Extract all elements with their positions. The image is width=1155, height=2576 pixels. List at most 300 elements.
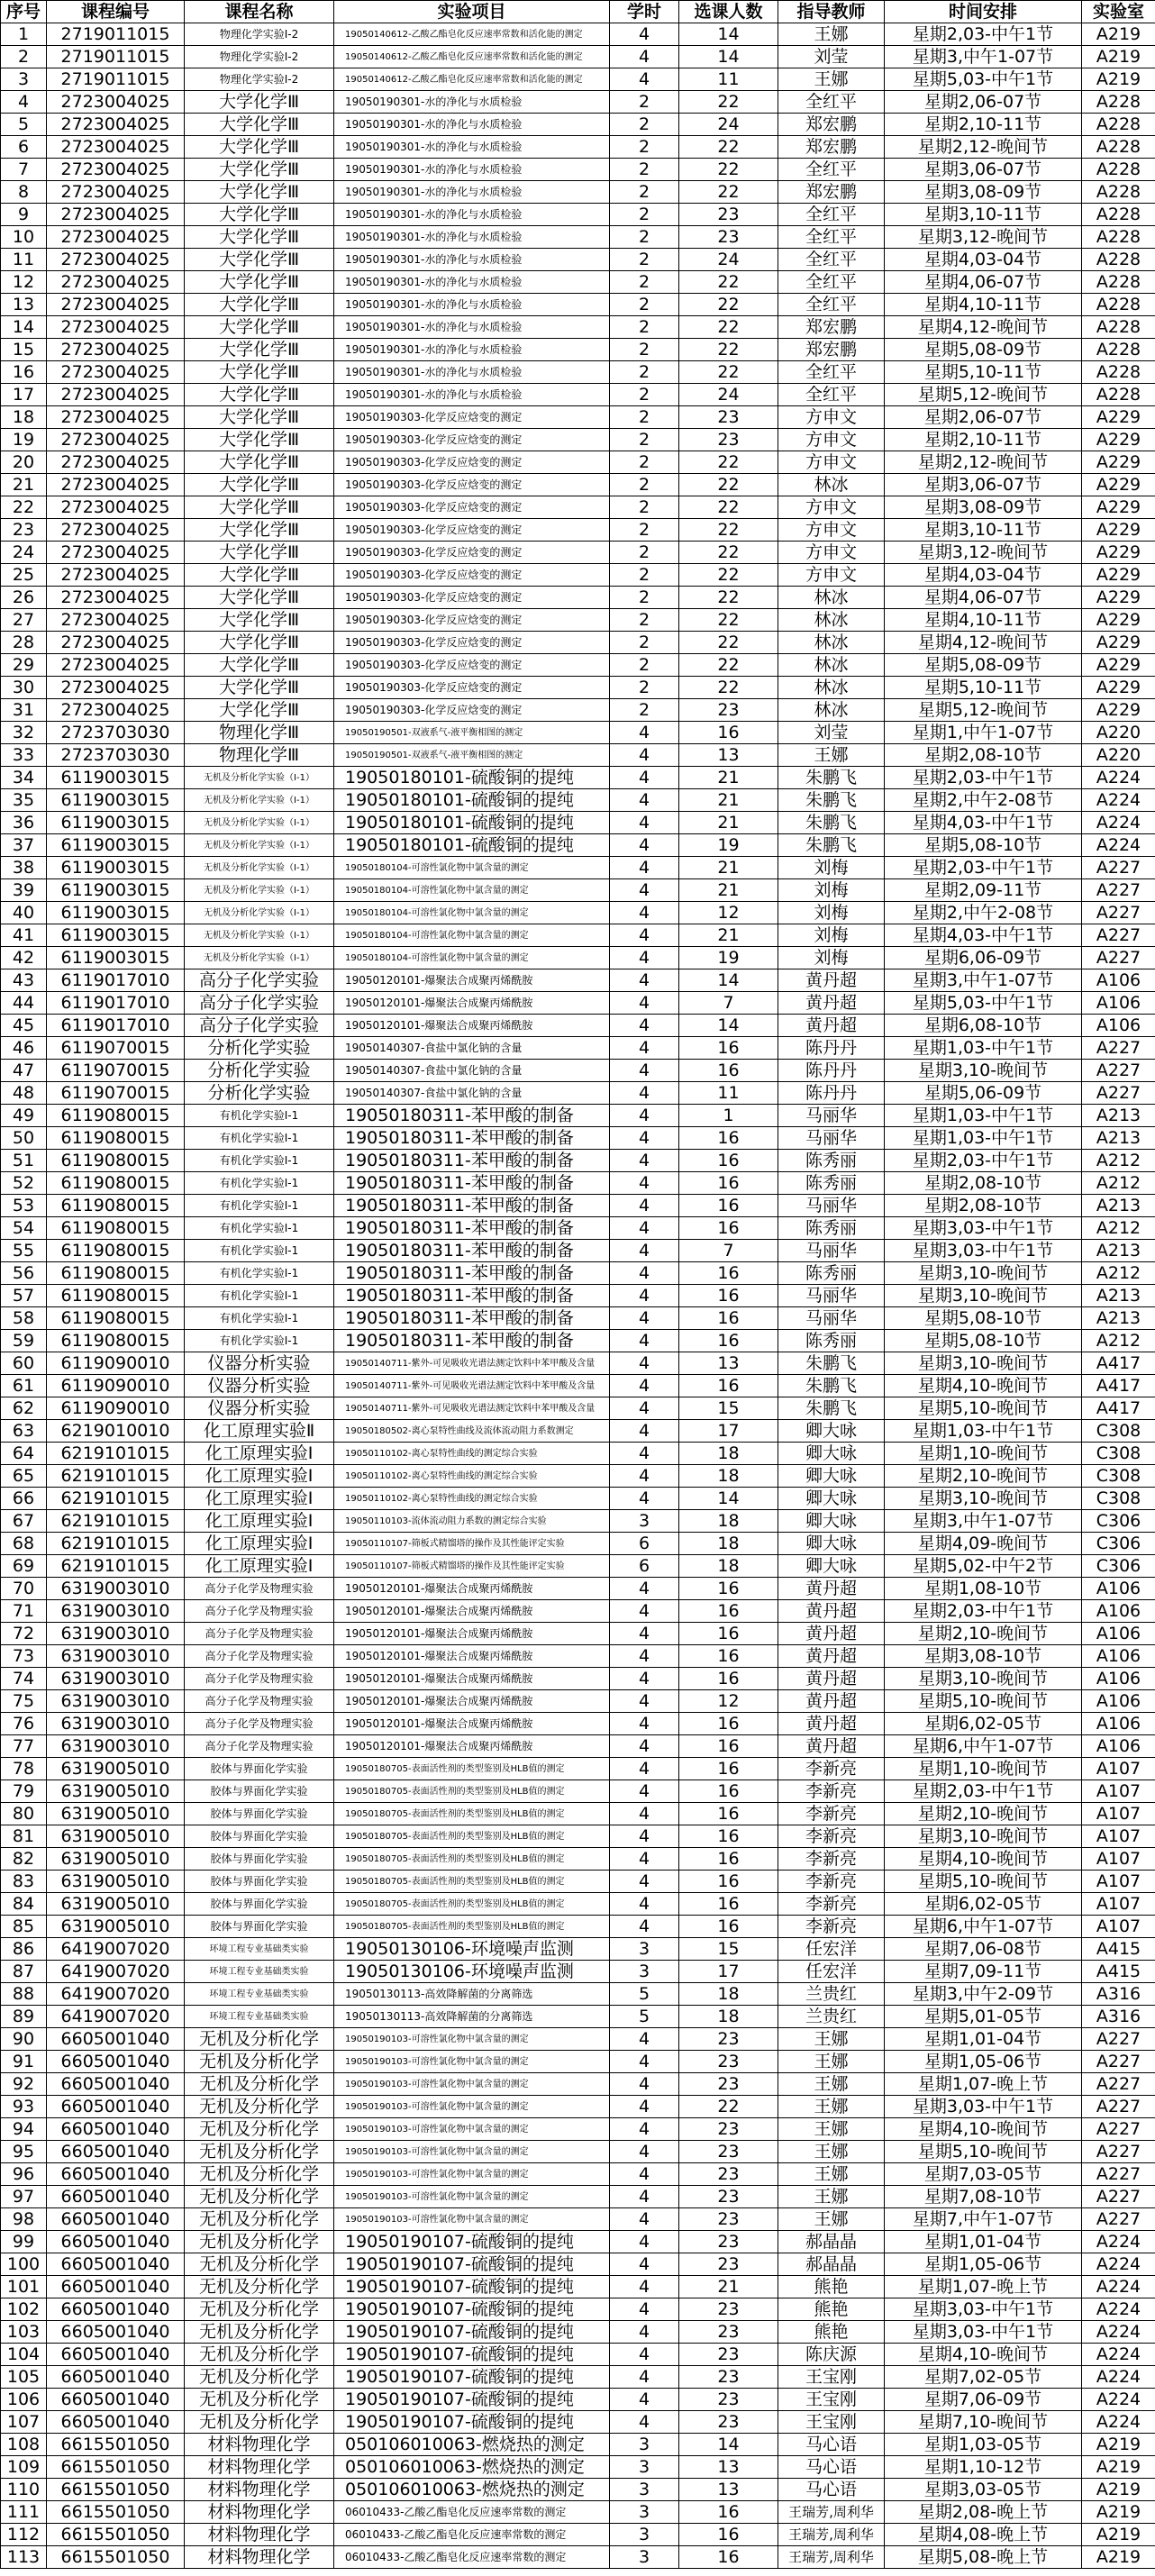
course-name-cell: 材料物理化学 [185,2479,334,2501]
lab-cell: A219 [1082,68,1155,91]
table-row [1,2141,1155,2163]
enrollment-cell: 23 [679,2163,778,2186]
seq-cell: 98 [1,2208,47,2231]
hours-cell: 4 [610,1375,679,1397]
course-name-cell: 胶体与界面化学实验 [185,1893,334,1916]
teacher-cell: 卿大咏 [778,1488,885,1510]
table-row [1,1015,1155,1037]
lab-cell: A229 [1082,632,1155,654]
experiment-cell: 19050180104-可溶性氯化物中氯含量的测定 [334,879,610,902]
teacher-cell: 黄丹超 [778,969,885,992]
schedule-cell: 星期5,08-10节 [885,1330,1082,1352]
course-code-cell: 6219101015 [47,1443,185,1465]
hours-cell: 4 [610,2118,679,2141]
enrollment-cell: 16 [679,1871,778,1893]
teacher-cell: 刘梅 [778,947,885,969]
enrollment-cell: 17 [679,1961,778,1983]
seq-cell: 87 [1,1961,47,1983]
teacher-cell: 方申文 [778,406,885,429]
hours-cell: 2 [610,136,679,159]
experiment-cell: 06010433-乙酸乙酯皂化反应速率常数的测定 [334,2501,610,2524]
hours-cell: 5 [610,1983,679,2006]
teacher-cell: 熊艳 [778,2298,885,2321]
table-row [1,587,1155,609]
lab-cell: A227 [1082,947,1155,969]
seq-cell: 93 [1,2096,47,2118]
course-name-cell: 无机及分析化学 [185,2208,334,2231]
course-name-cell: 大学化学Ⅲ [185,429,334,451]
lab-cell: A227 [1082,2118,1155,2141]
course-name-cell: 大学化学Ⅲ [185,384,334,406]
course-code-cell: 6319003010 [47,1713,185,1735]
hours-cell: 3 [610,1510,679,1533]
experiment-cell: 19050190303-化学反应焓变的测定 [334,654,610,677]
header-lab: 实验室 [1082,1,1155,23]
hours-cell: 4 [610,924,679,947]
experiment-cell: 06010433-乙酸乙酯皂化反应速率常数的测定 [334,2546,610,2569]
hours-cell: 2 [610,249,679,271]
course-code-cell: 2723004025 [47,406,185,429]
hours-cell: 3 [610,2501,679,2524]
teacher-cell: 黄丹超 [778,1578,885,1600]
lab-cell: A213 [1082,1307,1155,1330]
course-code-cell: 2723703030 [47,744,185,767]
enrollment-cell: 16 [679,1307,778,1330]
seq-cell: 86 [1,1938,47,1961]
teacher-cell: 方申文 [778,519,885,542]
hours-cell: 2 [610,271,679,294]
course-name-cell: 大学化学Ⅲ [185,136,334,159]
hours-cell: 4 [610,1060,679,1082]
enrollment-cell: 14 [679,1488,778,1510]
course-name-cell: 大学化学Ⅲ [185,294,334,316]
lab-cell: A107 [1082,1893,1155,1916]
seq-cell: 96 [1,2163,47,2186]
teacher-cell: 陈秀丽 [778,1330,885,1352]
seq-cell: 84 [1,1893,47,1916]
hours-cell: 4 [610,879,679,902]
enrollment-cell: 21 [679,879,778,902]
lab-cell: A228 [1082,136,1155,159]
course-code-cell: 2723004025 [47,564,185,587]
experiment-cell: 19050120101-爆聚法合成聚丙烯酰胺 [334,1713,610,1735]
enrollment-cell: 22 [679,181,778,204]
course-name-cell: 无机及分析化学 [185,2118,334,2141]
enrollment-cell: 23 [679,2051,778,2073]
lab-cell: A106 [1082,1015,1155,1037]
course-code-cell: 6119080015 [47,1217,185,1240]
course-name-cell: 大学化学Ⅲ [185,406,334,429]
course-name-cell: 无机及分析化学 [185,2096,334,2118]
table-row [1,1465,1155,1488]
experiment-cell: 19050120101-爆聚法合成聚丙烯酰胺 [334,992,610,1015]
experiment-cell: 19050140612-乙酸乙酯皂化反应速率常数和活化能的测定 [334,46,610,68]
lab-cell: A227 [1082,2141,1155,2163]
enrollment-cell: 21 [679,2276,778,2298]
hours-cell: 4 [610,1645,679,1668]
schedule-cell: 星期3,08-09节 [885,496,1082,519]
table-row [1,1623,1155,1645]
course-name-cell: 化工原理实验Ⅰ [185,1555,334,1578]
lab-cell: A224 [1082,2389,1155,2411]
experiment-cell: 19050190303-化学反应焓变的测定 [334,429,610,451]
course-name-cell: 物理化学实验Ⅰ-2 [185,68,334,91]
course-code-cell: 2723004025 [47,496,185,519]
teacher-cell: 卿大咏 [778,1510,885,1533]
seq-cell: 10 [1,226,47,249]
teacher-cell: 马丽华 [778,1195,885,1217]
seq-cell: 94 [1,2118,47,2141]
lab-cell: A219 [1082,23,1155,46]
enrollment-cell: 22 [679,159,778,181]
teacher-cell: 卿大咏 [778,1465,885,1488]
teacher-cell: 郑宏鹏 [778,316,885,339]
experiment-cell: 19050180705-表面活性剂的类型鉴别及HLB值的测定 [334,1871,610,1893]
teacher-cell: 黄丹超 [778,1015,885,1037]
teacher-cell: 卿大咏 [778,1555,885,1578]
schedule-cell: 星期5,08-10节 [885,834,1082,857]
course-name-cell: 材料物理化学 [185,2501,334,2524]
experiment-cell: 19050180311-苯甲酸的制备 [334,1172,610,1195]
course-code-cell: 6119003015 [47,947,185,969]
teacher-cell: 黄丹超 [778,1690,885,1713]
hours-cell: 2 [610,451,679,474]
seq-cell: 36 [1,812,47,834]
schedule-cell: 星期5,10-晚间节 [885,2141,1082,2163]
table-row [1,1307,1155,1330]
teacher-cell: 全红平 [778,91,885,114]
hours-cell: 2 [610,519,679,542]
schedule-cell: 星期3,10-晚间节 [885,1668,1082,1690]
enrollment-cell: 13 [679,1352,778,1375]
course-code-cell: 6419007020 [47,1983,185,2006]
lab-cell: A224 [1082,2321,1155,2344]
seq-cell: 89 [1,2006,47,2028]
lab-cell: A213 [1082,1285,1155,1307]
course-name-cell: 大学化学Ⅲ [185,564,334,587]
course-name-cell: 大学化学Ⅲ [185,587,334,609]
table-row [1,1488,1155,1510]
enrollment-cell: 16 [679,1037,778,1060]
experiment-cell: 19050180104-可溶性氯化物中氯含量的测定 [334,947,610,969]
teacher-cell: 李新亮 [778,1825,885,1848]
seq-cell: 2 [1,46,47,68]
lab-cell: C308 [1082,1488,1155,1510]
course-code-cell: 2723004025 [47,159,185,181]
enrollment-cell: 16 [679,722,778,744]
table-row [1,361,1155,384]
schedule-cell: 星期2,08-10节 [885,744,1082,767]
experiment-cell: 19050190107-硫酸铜的提纯 [334,2389,610,2411]
course-code-cell: 6119003015 [47,902,185,924]
hours-cell: 4 [610,744,679,767]
hours-cell: 2 [610,699,679,722]
enrollment-cell: 13 [679,2479,778,2501]
teacher-cell: 王娜 [778,2096,885,2118]
lab-cell: A220 [1082,744,1155,767]
seq-cell: 76 [1,1713,47,1735]
schedule-cell: 星期2,10-晚间节 [885,1803,1082,1825]
course-name-cell: 仪器分析实验 [185,1352,334,1375]
course-name-cell: 材料物理化学 [185,2434,334,2456]
schedule-cell: 星期4,10-11节 [885,609,1082,632]
hours-cell: 4 [610,68,679,91]
experiment-cell: 19050180101-硫酸铜的提纯 [334,812,610,834]
course-name-cell: 化工原理实验Ⅰ [185,1443,334,1465]
table-row [1,1240,1155,1262]
enrollment-cell: 24 [679,384,778,406]
course-name-cell: 环境工程专业基础类实验 [185,1983,334,2006]
seq-cell: 24 [1,542,47,564]
seq-cell: 65 [1,1465,47,1488]
course-code-cell: 2723004025 [47,542,185,564]
hours-cell: 4 [610,902,679,924]
course-code-cell: 6119003015 [47,789,185,812]
table-row [1,2411,1155,2434]
experiment-cell: 19050110107-筛板式精馏塔的操作及其性能评定实验 [334,1555,610,1578]
enrollment-cell: 22 [679,654,778,677]
lab-cell: A227 [1082,857,1155,879]
seq-cell: 79 [1,1780,47,1803]
experiment-cell: 19050190301-水的净化与水质检验 [334,294,610,316]
enrollment-cell: 16 [679,2546,778,2569]
schedule-cell: 星期5,02-中午2节 [885,1555,1082,1578]
enrollment-cell: 23 [679,406,778,429]
course-name-cell: 材料物理化学 [185,2456,334,2479]
lab-cell: A107 [1082,1758,1155,1780]
enrollment-cell: 16 [679,2501,778,2524]
table-row [1,1105,1155,1127]
schedule-cell: 星期2,10-晚间节 [885,1623,1082,1645]
schedule-cell: 星期5,10-晚间节 [885,1397,1082,1420]
course-code-cell: 6319005010 [47,1916,185,1938]
teacher-cell: 李新亮 [778,1848,885,1871]
course-name-cell: 无机及分析化学 [185,2141,334,2163]
course-name-cell: 胶体与界面化学实验 [185,1825,334,1848]
hours-cell: 4 [610,1127,679,1150]
experiment-cell: 19050190303-化学反应焓变的测定 [334,587,610,609]
seq-cell: 41 [1,924,47,947]
course-name-cell: 仪器分析实验 [185,1397,334,1420]
enrollment-cell: 21 [679,812,778,834]
course-code-cell: 2719011015 [47,68,185,91]
enrollment-cell: 16 [679,1916,778,1938]
schedule-cell: 星期3,12-晚间节 [885,226,1082,249]
enrollment-cell: 7 [679,1240,778,1262]
course-code-cell: 6119003015 [47,834,185,857]
schedule-cell: 星期4,08-晚上节 [885,2524,1082,2546]
course-name-cell: 大学化学Ⅲ [185,114,334,136]
enrollment-cell: 21 [679,767,778,789]
teacher-cell: 陈秀丽 [778,1217,885,1240]
lab-cell: A229 [1082,564,1155,587]
course-name-cell: 高分子化学及物理实验 [185,1713,334,1735]
teacher-cell: 林冰 [778,654,885,677]
table-row [1,451,1155,474]
experiment-cell: 19050140307-食盐中氯化钠的含量 [334,1060,610,1082]
lab-cell: A219 [1082,2456,1155,2479]
lab-cell: A224 [1082,834,1155,857]
schedule-cell: 星期4,10-晚间节 [885,1375,1082,1397]
teacher-cell: 全红平 [778,361,885,384]
seq-cell: 58 [1,1307,47,1330]
hours-cell: 4 [610,1172,679,1195]
lab-cell: A106 [1082,1623,1155,1645]
header-teacher: 指导教师 [778,1,885,23]
schedule-cell: 星期2,中午2-08节 [885,902,1082,924]
teacher-cell: 刘梅 [778,924,885,947]
lab-cell: A228 [1082,361,1155,384]
course-name-cell: 有机化学实验Ⅰ-1 [185,1285,334,1307]
enrollment-cell: 23 [679,2411,778,2434]
lab-cell: C308 [1082,1420,1155,1443]
experiment-cell: 19050180311-苯甲酸的制备 [334,1330,610,1352]
schedule-cell: 星期2,03-中午1节 [885,1600,1082,1623]
enrollment-cell: 16 [679,1645,778,1668]
course-name-cell: 高分子化学及物理实验 [185,1578,334,1600]
teacher-cell: 卿大咏 [778,1420,885,1443]
experiment-cell: 19050190301-水的净化与水质检验 [334,181,610,204]
course-code-cell: 6615501050 [47,2524,185,2546]
experiment-cell: 19050120101-爆聚法合成聚丙烯酰胺 [334,1735,610,1758]
seq-cell: 103 [1,2321,47,2344]
hours-cell: 4 [610,1330,679,1352]
hours-cell: 4 [610,1803,679,1825]
table-row [1,68,1155,91]
schedule-cell: 星期3,10-晚间节 [885,1825,1082,1848]
teacher-cell: 熊艳 [778,2321,885,2344]
table-row [1,1961,1155,1983]
hours-cell: 4 [610,2253,679,2276]
experiment-cell: 19050190107-硫酸铜的提纯 [334,2411,610,2434]
table-row [1,812,1155,834]
course-code-cell: 6605001040 [47,2321,185,2344]
seq-cell: 22 [1,496,47,519]
table-row [1,1983,1155,2006]
lab-cell: A107 [1082,1848,1155,1871]
experiment-cell: 19050190107-硫酸铜的提纯 [334,2298,610,2321]
seq-cell: 20 [1,451,47,474]
lab-cell: A229 [1082,406,1155,429]
lab-cell: A224 [1082,2411,1155,2434]
experiment-cell: 19050180101-硫酸铜的提纯 [334,767,610,789]
experiment-cell: 050106010063-燃烧热的测定 [334,2456,610,2479]
hours-cell: 4 [610,23,679,46]
seq-cell: 66 [1,1488,47,1510]
table-row [1,2028,1155,2051]
experiment-cell: 19050180705-表面活性剂的类型鉴别及HLB值的测定 [334,1916,610,1938]
experiment-cell: 19050180311-苯甲酸的制备 [334,1240,610,1262]
table-row [1,23,1155,46]
course-name-cell: 胶体与界面化学实验 [185,1803,334,1825]
schedule-cell: 星期1,07-晚上节 [885,2276,1082,2298]
course-name-cell: 材料物理化学 [185,2524,334,2546]
seq-cell: 109 [1,2456,47,2479]
lab-cell: A224 [1082,2231,1155,2253]
hours-cell: 4 [610,947,679,969]
schedule-cell: 星期3,08-10节 [885,1645,1082,1668]
table-row [1,1735,1155,1758]
enrollment-cell: 15 [679,1397,778,1420]
experiment-cell: 19050190301-水的净化与水质检验 [334,226,610,249]
enrollment-cell: 22 [679,316,778,339]
course-name-cell: 无机及分析化学 [185,2051,334,2073]
course-name-cell: 分析化学实验 [185,1037,334,1060]
seq-cell: 32 [1,722,47,744]
table-row [1,1150,1155,1172]
header-enrollment: 选课人数 [679,1,778,23]
table-row [1,2186,1155,2208]
enrollment-cell: 11 [679,1082,778,1105]
course-name-cell: 材料物理化学 [185,2546,334,2569]
lab-cell: C306 [1082,1510,1155,1533]
hours-cell: 2 [610,294,679,316]
hours-cell: 4 [610,2141,679,2163]
lab-cell: A220 [1082,722,1155,744]
course-code-cell: 2723004025 [47,204,185,226]
enrollment-cell: 17 [679,1420,778,1443]
course-code-cell: 2723004025 [47,249,185,271]
lab-cell: A224 [1082,812,1155,834]
experiment-cell: 19050190103-可溶性氯化物中氯含量的测定 [334,2118,610,2141]
table-row [1,2163,1155,2186]
experiment-cell: 19050190303-化学反应焓变的测定 [334,609,610,632]
seq-cell: 53 [1,1195,47,1217]
hours-cell: 4 [610,2276,679,2298]
table-body [1,23,1155,2569]
seq-cell: 100 [1,2253,47,2276]
hours-cell: 3 [610,2456,679,2479]
teacher-cell: 马丽华 [778,1240,885,1262]
seq-cell: 81 [1,1825,47,1848]
header-schedule: 时间安排 [885,1,1082,23]
experiment-cell: 19050190103-可溶性氯化物中氯含量的测定 [334,2028,610,2051]
seq-cell: 40 [1,902,47,924]
course-name-cell: 大学化学Ⅲ [185,474,334,496]
experiment-cell: 19050180705-表面活性剂的类型鉴别及HLB值的测定 [334,1780,610,1803]
course-name-cell: 胶体与界面化学实验 [185,1758,334,1780]
course-code-cell: 2719011015 [47,46,185,68]
enrollment-cell: 16 [679,1803,778,1825]
hours-cell: 4 [610,1420,679,1443]
enrollment-cell: 22 [679,451,778,474]
course-name-cell: 化工原理实验Ⅱ [185,1420,334,1443]
course-code-cell: 2723004025 [47,226,185,249]
course-code-cell: 2723004025 [47,587,185,609]
lab-cell: A227 [1082,2073,1155,2096]
hours-cell: 4 [610,812,679,834]
seq-cell: 97 [1,2186,47,2208]
teacher-cell: 全红平 [778,249,885,271]
hours-cell: 4 [610,2389,679,2411]
course-code-cell: 2723004025 [47,609,185,632]
teacher-cell: 兰贵红 [778,2006,885,2028]
schedule-cell: 星期6,08-10节 [885,1015,1082,1037]
table-row [1,1082,1155,1105]
schedule-cell: 星期2,08-10节 [885,1195,1082,1217]
course-code-cell: 6605001040 [47,2298,185,2321]
table-row [1,1420,1155,1443]
schedule-cell: 星期5,06-09节 [885,1082,1082,1105]
course-code-cell: 2723004025 [47,699,185,722]
hours-cell: 2 [610,181,679,204]
table-row [1,2253,1155,2276]
teacher-cell: 方申文 [778,564,885,587]
teacher-cell: 郑宏鹏 [778,136,885,159]
course-code-cell: 6219010010 [47,1420,185,1443]
enrollment-cell: 16 [679,1713,778,1735]
enrollment-cell: 23 [679,2366,778,2389]
